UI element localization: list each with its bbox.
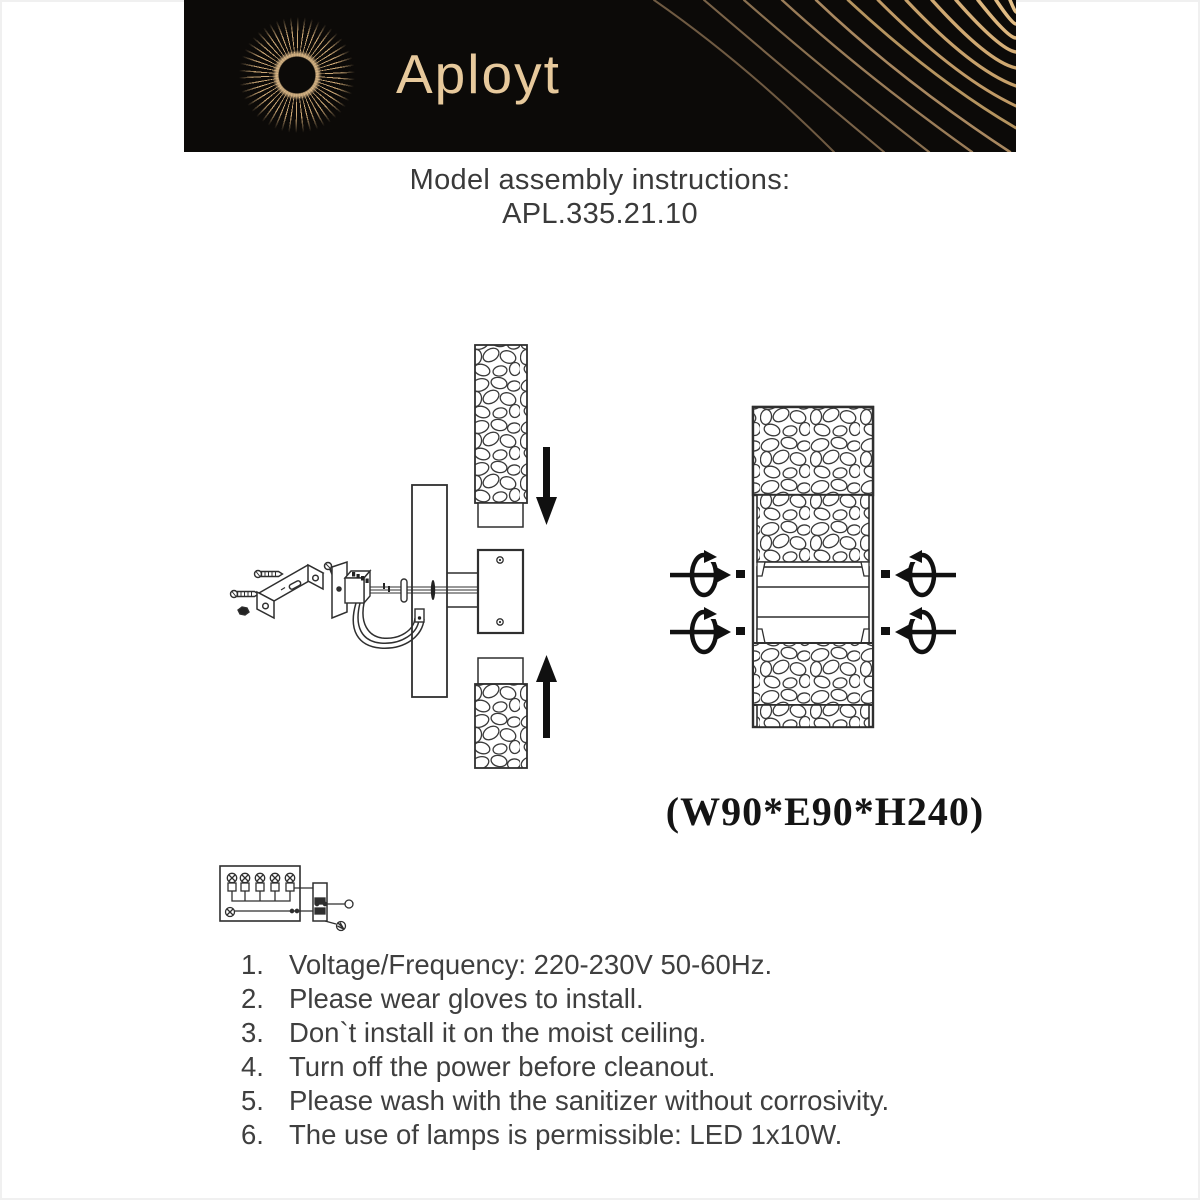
lamp-bracket [478,550,523,633]
brand-banner [184,0,1016,152]
assembled-lamp-diagram [660,395,970,745]
item-number: 4. [241,1051,264,1082]
lamp-body [753,407,873,727]
instruction-item [241,1084,889,1118]
instruction-item [241,1050,889,1084]
instruction-item [241,1118,889,1152]
item-text: Please wash with the sanitizer without corrosivity. [289,1085,890,1116]
item-text: Don`t install it on the moist ceiling. [289,1017,707,1048]
item-text: Please wear gloves to install. [289,983,644,1014]
item-number: 6. [241,1119,264,1150]
corner-rays-icon [496,0,1016,152]
wiring-diagram [205,855,380,935]
item-number: 3. [241,1017,264,1048]
item-text: Voltage/Frequency: 220-230V 50-60Hz. [289,949,773,980]
down-arrow-icon [536,447,557,525]
rotate-arrow-icon [895,607,956,652]
sunburst-logo-icon [235,13,359,137]
brand-wordmark: Aployt [396,43,561,105]
bottom-shade [475,658,527,768]
instructions-list [241,948,889,1152]
item-text: Turn off the power before cleanout. [289,1051,716,1082]
ceiling-plate [325,562,348,618]
ground-symbol [325,921,346,931]
rotate-arrow-icon [895,550,956,595]
top-shade [475,345,527,527]
instruction-item [241,1016,889,1050]
instruction-item [241,948,889,982]
item-text: The use of lamps is permissible: LED 1x10W. [289,1119,843,1150]
rotate-arrow-icon [670,607,731,652]
instruction-item [241,982,889,1016]
up-arrow-icon [536,655,557,738]
exploded-assembly-diagram [220,335,565,785]
item-number: 1. [241,949,264,980]
item-number: 2. [241,983,264,1014]
back-plate [412,485,447,697]
model-number: APL.335.21.10 [502,198,698,230]
page-title: Model assembly instructions: [409,164,791,196]
dimensions-label: (W90*E90*H240) [665,789,985,834]
rotate-arrow-icon [670,550,731,595]
item-number: 5. [241,1085,264,1116]
